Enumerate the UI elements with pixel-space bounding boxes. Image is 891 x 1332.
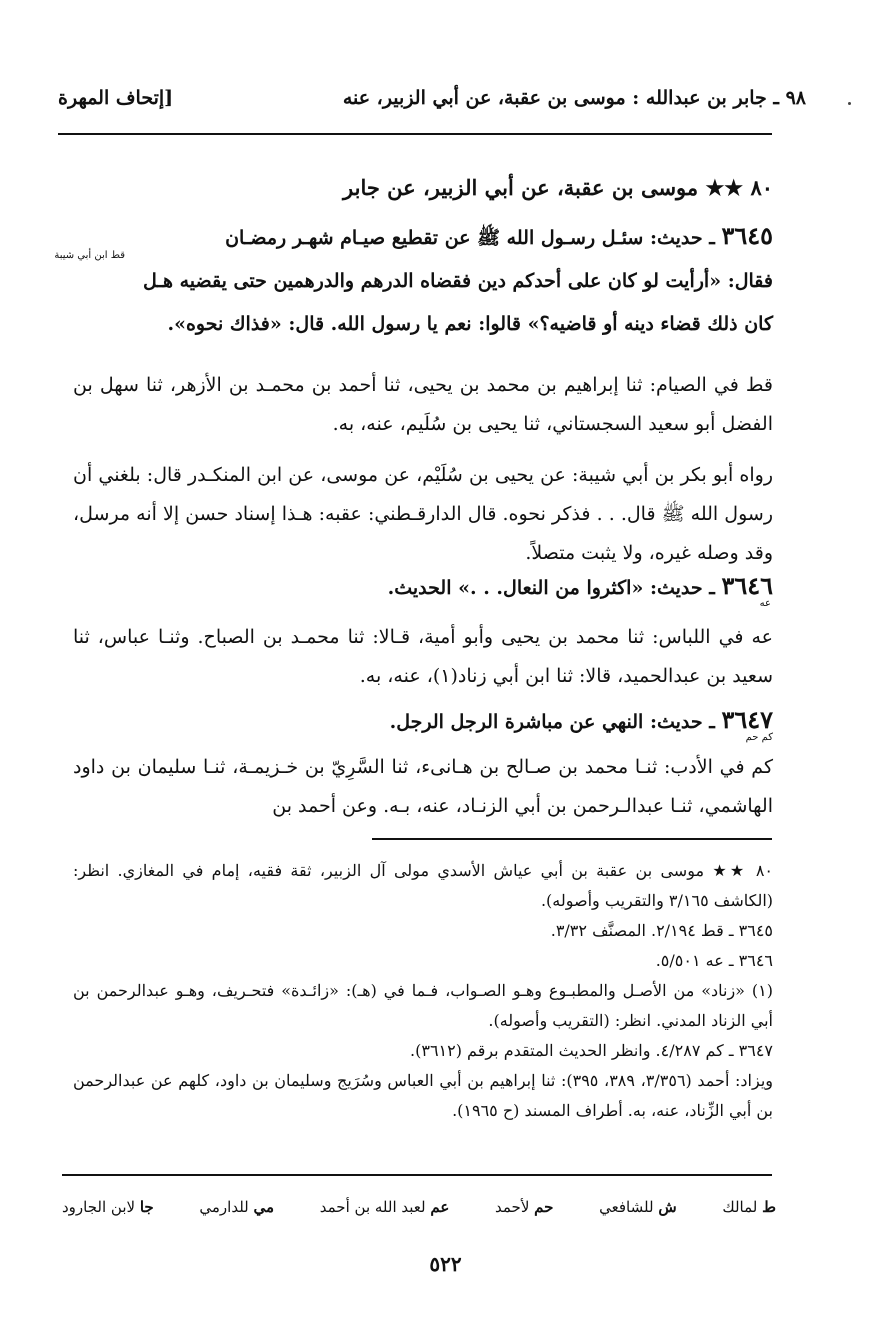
header-chapter: ٩٨ ـ جابر بن عبدالله : موسى بن عقبة، عن أبي الزبير، عنه — [342, 87, 806, 109]
footnote: ٨٠ ★★ موسى بن عقبة بن أبي عياش الأسدي مولى آل الزبير، ثقة فقيه، إمام في المغازي. انظر: (الكاشف ٣/١٦٥ والتقريب وأصوله). — [73, 861, 773, 910]
abbreviation-item: عم لعبد الله بن أحمد — [319, 1198, 450, 1216]
footnote: ٣٦٤٥ ـ قط ٢/١٩٤. المصنَّف ٣/٣٢. — [550, 921, 773, 940]
section-title: ٨٠ ★★ موسى بن عقبة، عن أبي الزبير، عن جابر — [343, 175, 773, 200]
footnote: ٣٦٤٧ ـ كم ٤/٢٨٧. وانظر الحديث المتقدم برقم (٣٦١٢). — [410, 1041, 773, 1060]
abbreviation-item: مي للدارمي — [199, 1198, 275, 1216]
header-rule — [58, 133, 772, 135]
hadith-heading: ـ حديث: النهي عن مباشرة الرجل الرجل. — [389, 711, 722, 733]
hadith-number: ٣٦٤٦ — [721, 571, 773, 600]
entry-3647-source: كم في الأدب: ثنـا محمد بن صـالح بن هـانىء، ثنا السَّرِيّ بن خـزيمـة، ثنـا سليمان بن داود الهاشمي، ثنـا عبدالـرحمن بن أبي الزنـاد، عنه، بـه. وعن أحمد بن — [73, 756, 773, 817]
abbreviation-rule — [62, 1174, 772, 1176]
source-side-note: قط ابن أبي شيبة — [54, 250, 125, 261]
abbreviation-item: ش للشافعي — [599, 1198, 677, 1216]
entry-3645-line3: كان ذلك قضاء دينه أو قاضيه؟» قالوا: نعم يا رسول الله. قال: «فذاك نحوه». — [167, 313, 773, 335]
running-header — [58, 80, 806, 116]
hadith-heading: ـ حديث: «اكثروا من النعال. . .» الحديث. — [387, 577, 722, 599]
hadith-heading: ـ حديث: سئـل رسـول الله ﷺ عن تقطيع صيـام شهـر رمضـان — [225, 227, 722, 249]
footnote: ٣٦٤٦ ـ عه ٥/٥٠١. — [655, 951, 773, 970]
margin-dot — [848, 102, 851, 105]
abbreviation-item: حم لأحمد — [495, 1198, 554, 1216]
abbreviation-item: جا لابن الجارود — [62, 1198, 154, 1216]
entry-3647-heading — [73, 700, 773, 742]
header-book-title: [إتحاف المهرة — [58, 87, 174, 109]
page-number: ٥٢٢ — [429, 1252, 462, 1276]
footnote-rule — [372, 838, 772, 840]
entry-3645-heading — [73, 216, 773, 258]
entry-3645-source: قط في الصيام: ثنا إبراهيم بن محمد بن يحيى، ثنا أحمد بن محمـد بن الأزهر، ثنا سهل بن الفضل أبو سعيد السجستاني، ثنا يحيى بن سُلَيم، عنه، به. — [73, 374, 773, 435]
entry-3645-commentary: رواه أبو بكر بن أبي شيبة: عن يحيى بن سُلَيْم، عن موسى، عن ابن المنكـدر قال: بلغني أن رسول الله ﷺ قال. . . فذكر نحوه. قال الدارقـطني: عقبه: هـذا إسناد حسن إلا أنه مرسل، وقد وصله غيره، ولا يثبت متصلاً. — [73, 464, 773, 564]
footnote: ويزاد: أحمد (٣/٣٥٦، ٣٨٩، ٣٩٥): ثنا إبراهيم بن أبي العباس وسُرَيج وسليمان بن داود، كلهم عن عبدالرحمن بن أبي الزِّناد، عنه، به. أطراف المسند (ح ١٩٦٥). — [73, 1071, 773, 1120]
source-side-note: عه — [759, 598, 771, 609]
entry-3645 — [73, 216, 773, 344]
hadith-number: ٣٦٤٧ — [721, 705, 773, 734]
footnotes — [73, 856, 773, 1126]
abbreviation-item: ط لمالك — [722, 1198, 776, 1216]
entry-3645-line2: فقال: «أرأيت لو كان على أحدكم دين فقضاه الدرهم والدرهمين حتى يقضيه هـل — [143, 270, 773, 292]
hadith-number: ٣٦٤٥ — [721, 221, 773, 250]
source-side-note: كم حم — [745, 732, 773, 743]
entry-3646-source: عه في اللباس: ثنا محمد بن يحيى وأبو أمية، قـالا: ثنا محمـد بن الصباح. وثنـا عباس، ثنا سعيد بن عبدالحميد، قالا: ثنا ابن أبي زناد(١)، عنه، به. — [73, 626, 773, 687]
footnote: (١) «زناد» من الأصـل والمطبـوع وهـو الصـواب، فـما في (هـ): «زائـدة» فتحـريف، وهـو عبدالرحمن بن أبي الزناد المدني. انظر: (التقريب وأصوله). — [73, 981, 773, 1030]
entry-3646-heading — [73, 566, 773, 608]
abbreviation-key — [62, 1192, 776, 1222]
